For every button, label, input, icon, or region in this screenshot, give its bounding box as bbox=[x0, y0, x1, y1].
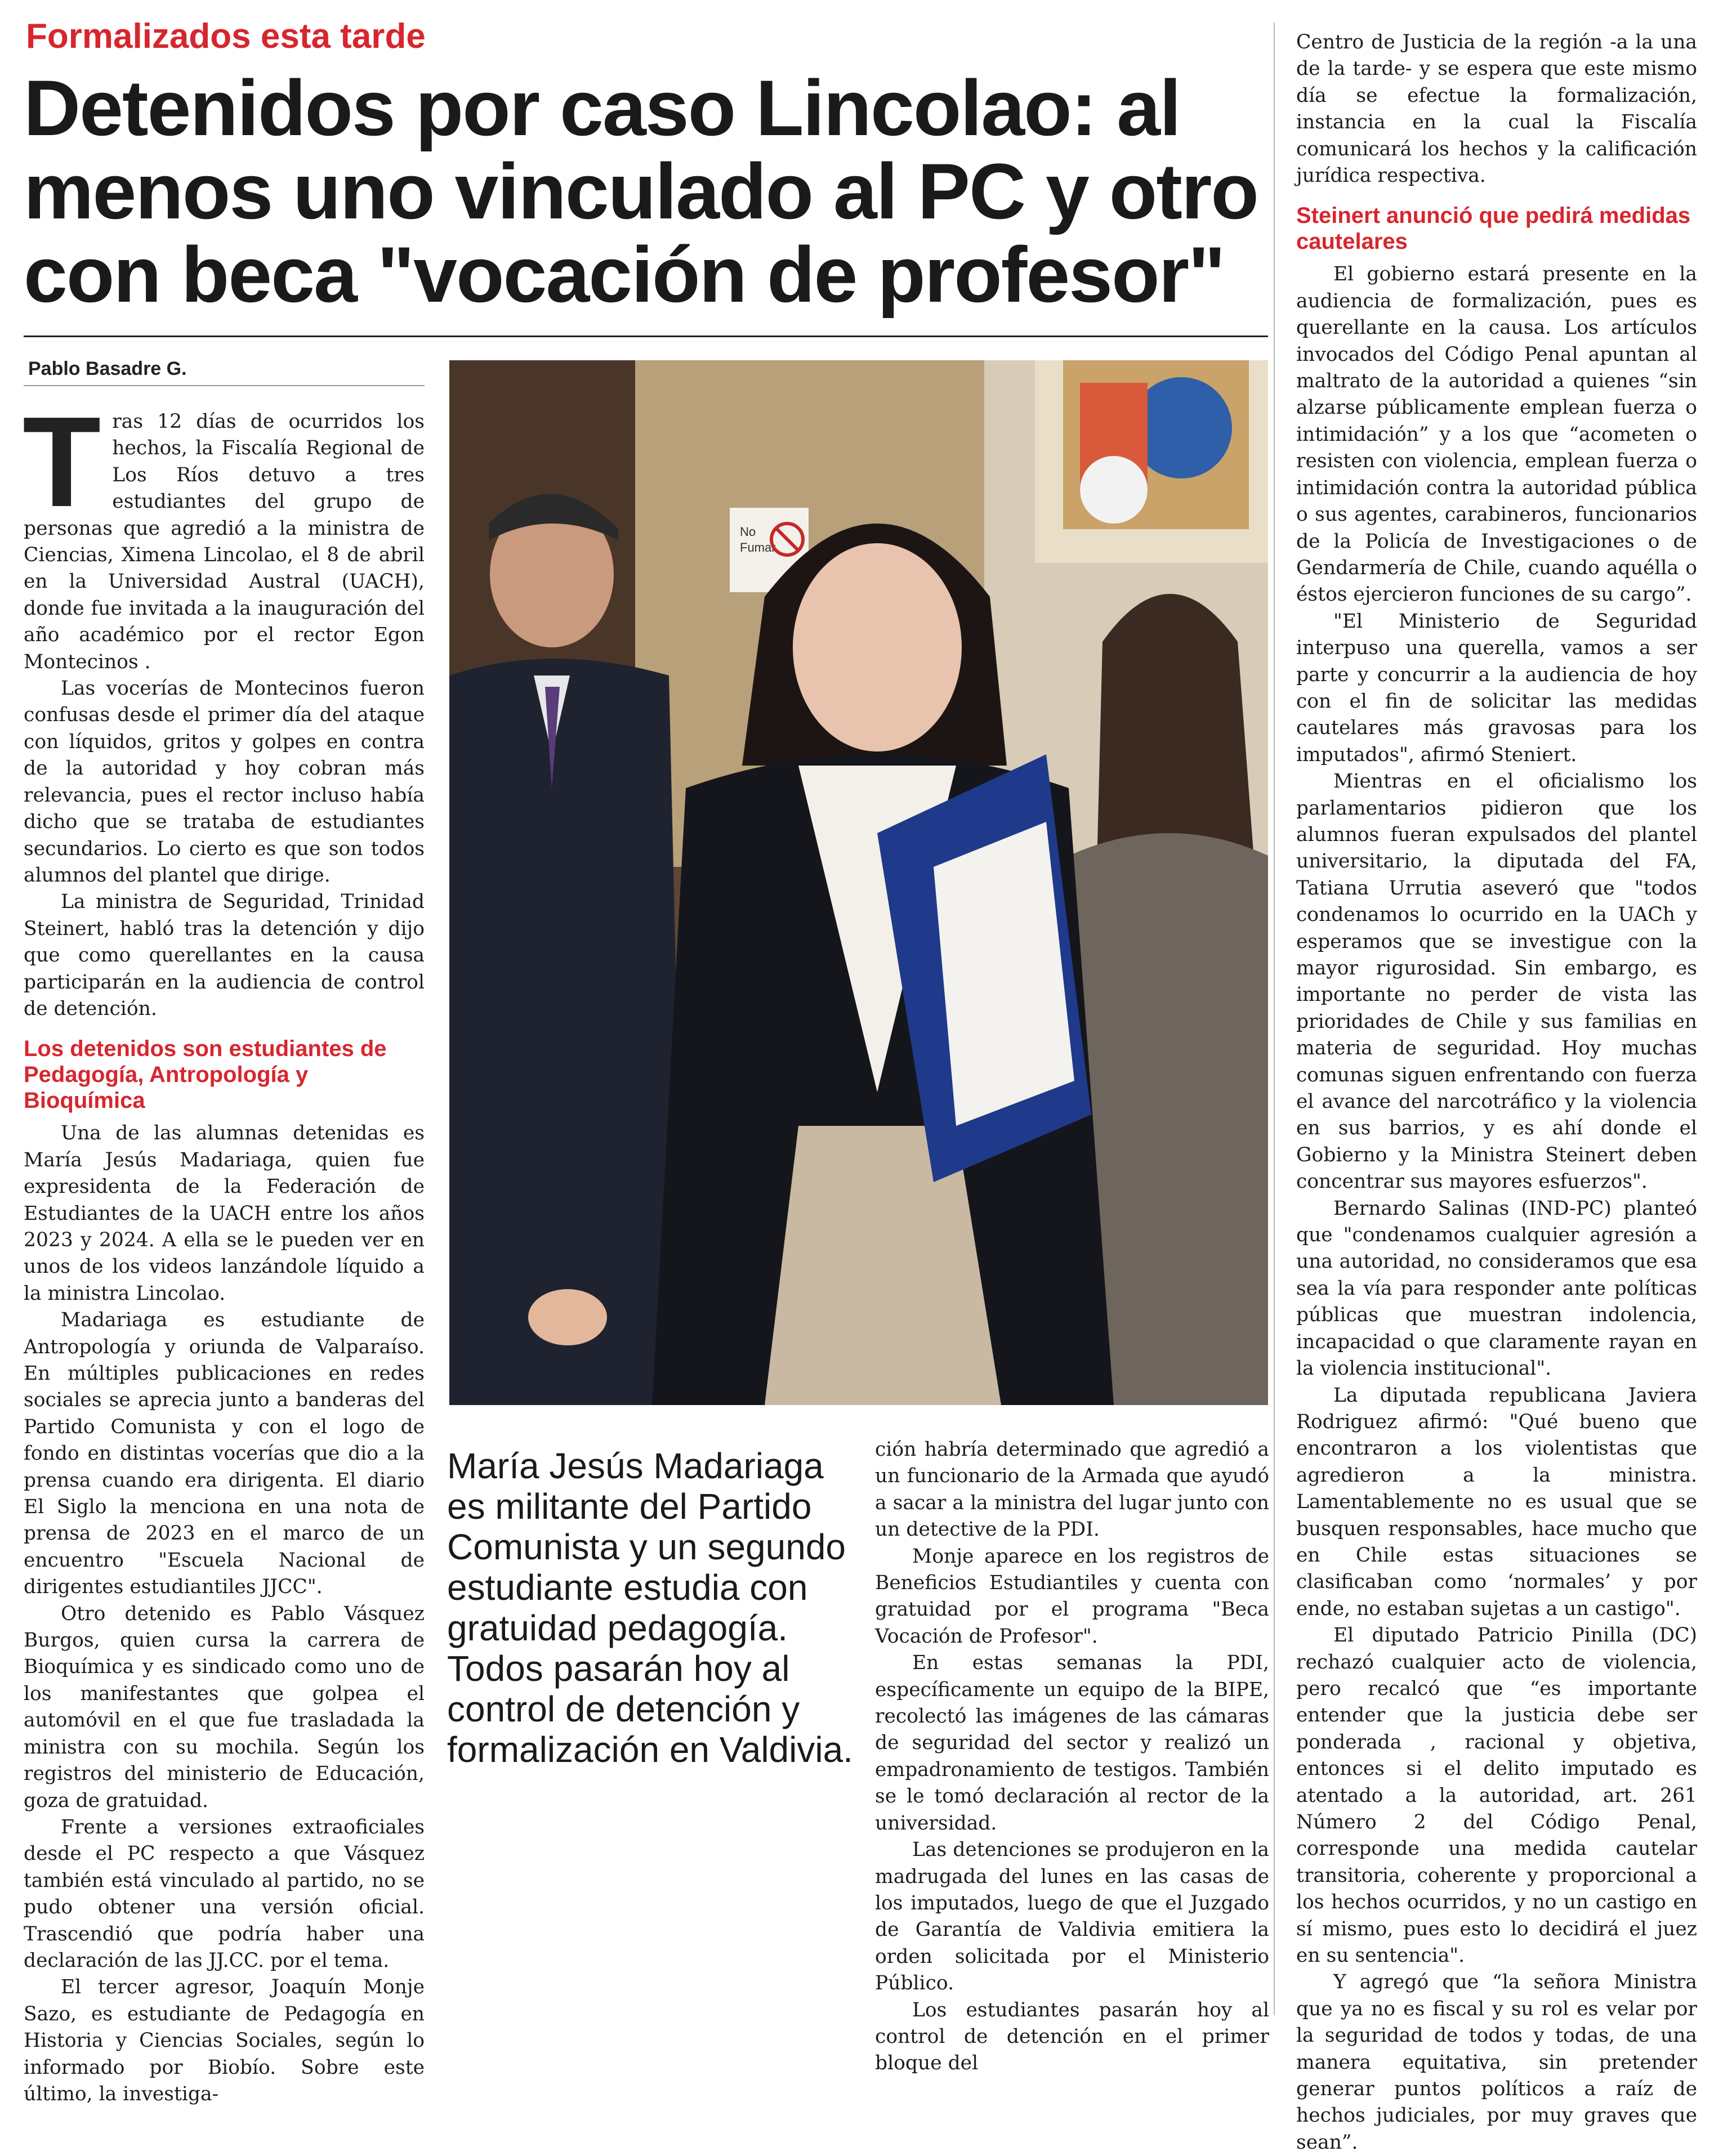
paragraph: El diputado Patricio Pinilla (DC) rechazó cualquier acto de violencia, pero recalcó que “es importante entender que la justicia debe ser ponderada , racional y objetiva, entonces si el delito imputado es atentado a la autoridad, art. 261 Número 2 del Código Penal, corresponde una medida cautelar transitoria, coherente y proporcional a los hechos ocurridos, y no un castigo en sí mismo, pues esto lo decidirá el juez en su sentencia". bbox=[1296, 1624, 1697, 1967]
paragraph: Centro de Justicia de la región -a la una de la tarde- y se espera que este mismo día se efectue la formalización, instancia en la cual la Fiscalía comunicará los hechos y la calificación jurídica respectiva. bbox=[1296, 31, 1697, 187]
photo-illustration bbox=[449, 360, 1268, 1405]
headline bbox=[24, 64, 1258, 319]
news-photo bbox=[449, 360, 1268, 1405]
byline: Pablo Basadre G. bbox=[28, 358, 187, 379]
sign-text: No bbox=[740, 525, 756, 539]
paragraph: Otro detenido es Pablo Vásquez Burgos, quien cursa la carrera de Bioquímica y es sindicado como uno de los manifestantes que golpea el automóvil en el que fue trasladada la ministra con su mochila. Según los registros del ministerio de Educación, goza de gratuidad. bbox=[24, 1602, 425, 1812]
kicker: Formalizados esta tarde bbox=[26, 17, 426, 56]
paragraph: El gobierno estará presente en la audiencia de formalización, pues es querellante en la causa. Los artículos invocados del Código Penal apuntan al maltrato de la autoridad a quienes “sin alzarse públicamente emplean fuerza o intimidación” y a los que “acometen o resisten con violencia, emplean fuerza o intimidación contra la autoridad pública o sus agentes, carabineros, funcionarios de la Policía de Investigaciones o de Gendarmería de Chile, cuando aquélla o éstos ejercieron funciones de su cargo”. bbox=[1296, 263, 1697, 606]
paragraph: Una de las alumnas detenidas es María Jesús Madariaga, quien fue expresidenta de la Federación de Estudiantes de la UACH entre los años 2023 y 2024. A ella se le pueden ver en unos de los videos lanzándole líquido a la ministra Lincolao. bbox=[24, 1122, 425, 1305]
paragraph: En estas semanas la PDI, específicamente un equipo de la BIPE, recolectó las imágenes de las cámaras de seguridad del sector y realizó un empadronamiento de testigos. También se le tomó declaración al rector de la universidad. bbox=[875, 1652, 1269, 1835]
paragraph: Monje aparece en los registros de Beneficios Estudiantiles y cuenta con gratuidad por el programa "Beca Vocación de Profesor". bbox=[875, 1545, 1269, 1648]
drop-cap: T bbox=[23, 391, 101, 534]
paragraph: Los estudiantes pasarán hoy al control de detención en el primer bloque del bbox=[875, 1998, 1269, 2075]
paragraph: Bernardo Salinas (IND-PC) planteó que "condenamos cualquier agresión a una autoridad, no consideramos que esa sea la vía para responder ante políticas públicas que muestran indolencia, incapacidad o que claramente rayan en la violencia institucional". bbox=[1296, 1197, 1697, 1380]
subheading: Steinert anunció que pedirá medidas cautelares bbox=[1296, 203, 1691, 254]
sign-text: Fumar bbox=[740, 540, 776, 554]
subheading: Los detenidos son estudiantes de Pedagogía, Antropología y Bioquímica bbox=[24, 1036, 387, 1113]
headline-line: con beca "vocación de profesor" bbox=[24, 230, 1225, 319]
paragraph: ción habría determinado que agredió a un funcionario de la Armada que ayudó a sacar a la ministra del lugar junto con un detective de la PDI. bbox=[875, 1438, 1269, 1541]
byline-rule bbox=[24, 385, 425, 386]
column-divider bbox=[1274, 23, 1275, 2015]
paragraph: ras 12 días de ocurridos los hechos, la Fiscalía Regional de Los Ríos detuvo a tres estudiantes del grupo de personas que agredió a la ministra de Ciencias, Ximena Lincolao, el 8 de abril en la Universidad Austral (UACH), donde fue invitada a la inauguración del año académico por el rector Egon Montecinos . bbox=[24, 410, 425, 673]
paragraph: Mientras en el oficialismo los parlamentarios pidieron que los alumnos fueran expulsados del plantel universitario, la diputada del FA, Tatiana Urrutia aseveró que "todos condenamos lo ocurrido en la UACh y esperamos que se investigue con la mayor rigurosidad. Sin embargo, es importante no perder de vista las prioridades de Chile y sus familias en materia de seguridad. Hoy muchas comunas siguen enfrentando con fuerza el avance del narcotráfico y la violencia en sus barrios, y es ahí donde el Gobierno y la Ministra Steinert deben concentrar sus mayores esfuerzos". bbox=[1296, 770, 1697, 1193]
paragraph: El tercer agresor, Joaquín Monje Sazo, es estudiante de Pedagogía en Historia y Ciencias Sociales, según lo informado por Biobío. Sobre este último, la investiga- bbox=[24, 1976, 425, 2105]
paragraph: Madariaga es estudiante de Antropología y oriunda de Valparaíso. En múltiples publicaciones en redes sociales se aprecia junto a banderas del Partido Comunista y con el logo de fondo en distintas vocerías que dio a la prensa cuando era dirigenta. El diario El Siglo la menciona en una nota de prensa de 2023 en el marco de un encuentro "Escuela Nacional de dirigentes estudiantiles JJCC". bbox=[24, 1309, 425, 1599]
headline-line: Detenidos por caso Lincolao: al bbox=[24, 64, 1180, 152]
article-column-1 bbox=[23, 391, 425, 2108]
paragraph: Las detenciones se produjeron en la madrugada del lunes en las casas de los imputados, luego de que el Juzgado de Garantía de Valdivia emitiera la orden solicitada por el Ministerio Público. bbox=[875, 1839, 1269, 1995]
paragraph: "El Ministerio de Seguridad interpuso una querella, vamos a ser parte y concurrir a la audiencia de hoy con el fin de solicitar las medidas cautelares más gravosas para los imputados", afirmó Steniert. bbox=[1296, 610, 1697, 766]
article-column-4 bbox=[1296, 29, 1697, 2156]
paragraph: La ministra de Seguridad, Trinidad Steinert, habló tras la detención y dijo que como querellantes en la causa participarán en la audiencia de control de detención. bbox=[24, 891, 425, 1020]
paragraph: Frente a versiones extraoficiales desde el PC respecto a que Vásquez también está vinculado al partido, no se pudo obtener una versión oficial. Trascendió que podría haber una declaración de las JJ.CC. por el tema. bbox=[24, 1815, 425, 1972]
headline-rule bbox=[24, 336, 1268, 337]
paragraph: Y agregó que “la señora Ministra que ya no es fiscal y su rol es velar por la seguridad de todos y todas, de una manera equitativa, sin pretender generar puntos políticos a raíz de hechos judiciales, por muy graves que sean”. bbox=[1296, 1971, 1697, 2154]
article-column-3 bbox=[875, 1437, 1269, 2077]
pull-quote: María Jesús Madariaga es militante del Partido Comunista y un segundo estudiante estudia con gratuidad pedagogía. Todos pasarán hoy al control de detención y formalización en Valdivia. bbox=[447, 1446, 853, 1770]
headline-line: menos uno vinculado al PC y otro bbox=[24, 147, 1258, 235]
paragraph: La diputada republicana Javiera Rodriguez afirmó: "Qué bueno que encontraron a los violentistas que agredieron a la ministra. Lamentablemente no es usual que se busquen responsables, hace mucho que en Chile estas situaciones se clasificaban como ‘normales’ y por ende, no estaban sujetas a un castigo". bbox=[1296, 1384, 1697, 1620]
paragraph: Las vocerías de Montecinos fueron confusas desde el primer día del ataque con líquidos, gritos y golpes en contra de la autoridad y hoy cobran más relevancia, pues el rector incluso había dicho que se trataba de estudiantes secundarios. Lo cierto es que son todos alumnos del plantel que dirige. bbox=[24, 677, 425, 887]
